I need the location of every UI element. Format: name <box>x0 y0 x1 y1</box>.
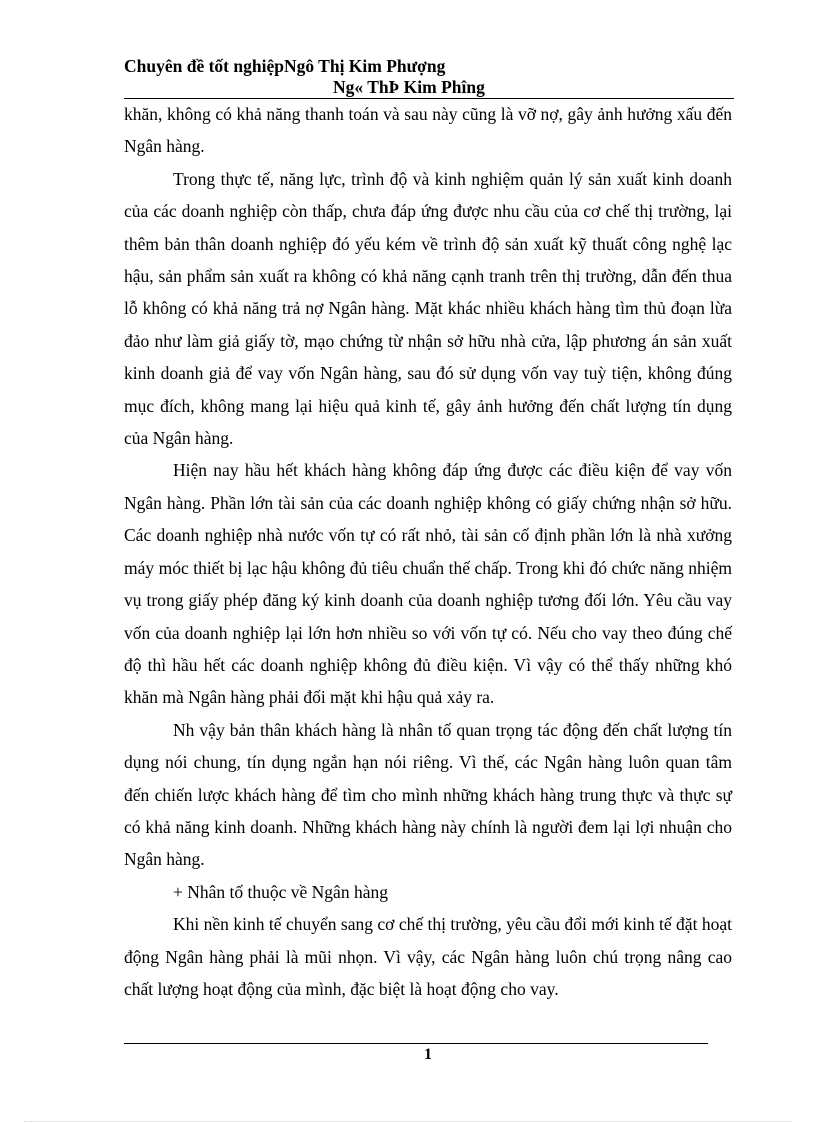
paragraph-continuation: khăn, không có khả năng thanh toán và sau này cũng là vỡ nợ, gây ảnh hưởng xấu đến Ngân hàng. <box>124 104 732 157</box>
paragraph-customer-factor: Nh vậy bản thân khách hàng là nhân tố quan trọng tác động đến chất lượng tín dụng nói chung, tín dụng ngắn hạn nói riêng. Vì thế, các Ngân hàng luôn quan tâm đến chiến lược khách hàng để tìm cho mình những khách hàng trung thực và thực sự có khả năng kinh doanh. Những khách hàng này chính là người đem lại lợi nhuận cho Ngân hàng. <box>124 719 732 870</box>
paragraph-management-capacity: Trong thực tế, năng lực, trình độ và kinh nghiệm quản lý sản xuất kinh doanh của các doanh nghiệp còn thấp, chưa đáp ứng được nhu cầu của cơ chế thị trường, lại thêm bản thân doanh nghiệp đó yếu kém về trình độ sản xuất kỹ thuất công nghệ lạc hậu, sản phẩm sản xuất ra không có khả năng cạnh tranh trên thị trường, dẫn đến thua lỗ không có khả năng trả nợ Ngân hàng. Mặt khác nhiều khách hàng tìm thủ đoạn lừa đảo như làm giả giấy tờ, mạo chứng từ nhận sở hữu nhà cửa, lập phương án sản xuất kinh doanh giả để vay vốn Ngân hàng, sau đó sử dụng vốn vay tuỳ tiện, không đúng mục đích, không mang lại hiệu quả kinh tế, gây ảnh hưởng đến chất lượng tín dụng của Ngân hàng. <box>124 168 732 449</box>
paragraph-loan-conditions: Hiện nay hầu hết khách hàng không đáp ứng được các điều kiện để vay vốn Ngân hàng. Phần lớn tài sản của các doanh nghiệp không có giấy chứng nhận sở hữu. Các doanh nghiệp nhà nước vốn tự có rất nhỏ, tài sản cố định phần lớn là nhà xưởng máy móc thiết bị lạc hậu không đủ tiêu chuẩn thế chấp. Trong khi đó chức năng nhiệm vụ trong giấy phép đăng ký kinh doanh của doanh nghiệp tương đối lớn. Yêu cầu vay vốn của doanh nghiệp lại lớn hơn nhiều so với vốn tự có. Nếu cho vay theo đúng chế độ thì hầu hết các doanh nghiệp không đủ điều kiện. Vì vậy có thể thấy những khó khăn mà Ngân hàng phải đối mặt khi hậu quả xảy ra. <box>124 460 732 708</box>
page-number: 1 <box>424 1046 432 1063</box>
header-title: Chuyên đề tốt nghiệpNgô Thị Kim Phượng <box>124 56 446 76</box>
page-bottom-border <box>24 1121 792 1122</box>
footer-divider <box>124 1043 708 1044</box>
paragraph-market-economy: Khi nền kinh tế chuyển sang cơ chế thị trường, yêu cầu đổi mới kinh tế đặt hoạt động Ngân hàng phải là mũi nhọn. Vì vậy, các Ngân hàng luôn chú trọng nâng cao chất lượng hoạt động của mình, đặc biệt là hoạt động cho vay. <box>124 914 732 999</box>
header-author-garbled: Ng« ThÞ Kim Phîng <box>333 77 485 97</box>
body-text <box>124 98 732 1005</box>
section-heading-bank-factors: + Nhân tố thuộc về Ngân hàng <box>173 881 388 902</box>
